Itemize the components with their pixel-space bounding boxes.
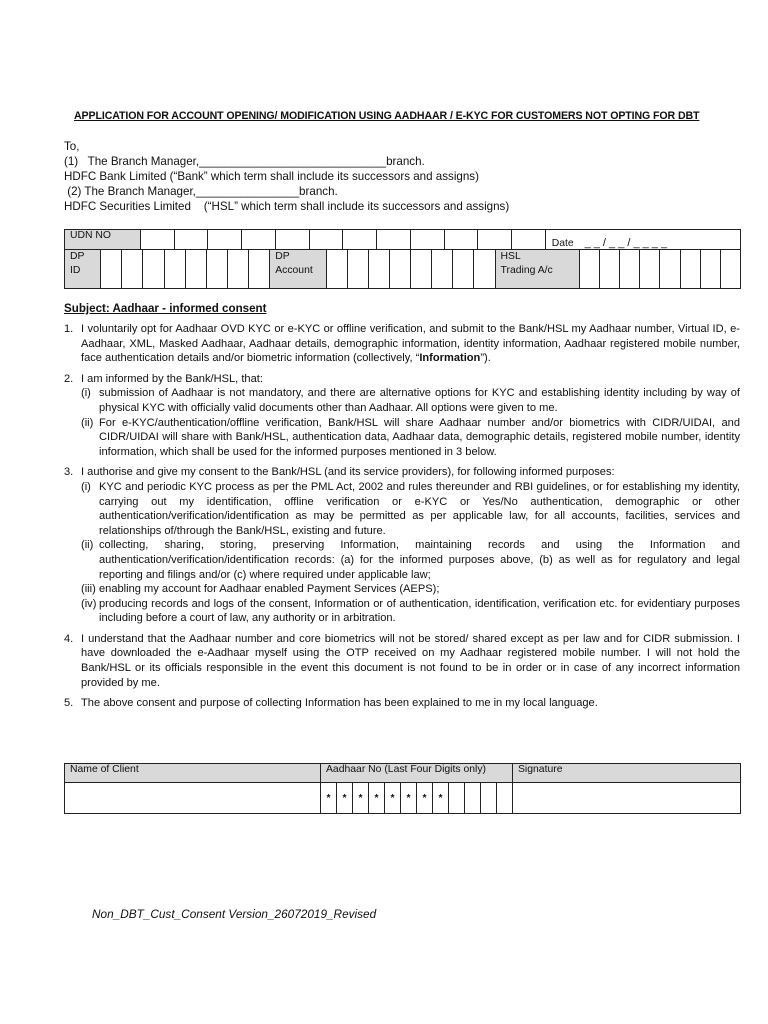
dp-id-box[interactable]	[122, 250, 143, 289]
clause-5	[64, 696, 740, 711]
clause-text: I am informed by the Bank/HSL, that:	[81, 372, 263, 385]
aadhaar-masked-digit: *	[369, 783, 385, 814]
dp-id-box[interactable]	[164, 250, 185, 289]
dp-id-label: DP ID	[65, 250, 101, 289]
udn-box[interactable]	[309, 230, 343, 250]
dp-account-box[interactable]	[368, 250, 389, 289]
clause-3-iv	[64, 597, 740, 626]
account-grid	[64, 249, 741, 289]
aadhaar-masked-digit: *	[337, 783, 353, 814]
dp-account-label: DP Account	[270, 250, 326, 289]
subclause-text: KYC and periodic KYC process as per the PML Act, 2002 and rules thereunder and RBI guidelines, or for establishing my identity, carrying out my identification, offline verification or e-KYC or Yes/No authentication, demographic or other authentication/verification/identification as may be permitted as per applicable law, for all accounts, facilities, services and relationships of/through the Bank/HSL, existing and future.	[99, 480, 740, 537]
subclause-number: (ii)	[81, 539, 94, 552]
subject-heading: Subject: Aadhaar - informed consent	[64, 302, 267, 315]
signature-field[interactable]	[513, 783, 741, 814]
hsl-box[interactable]	[660, 250, 680, 289]
address-line-hsl: HDFC Securities Limited (“HSL” which term shall include its successors and assigns)	[64, 200, 510, 213]
hsl-box[interactable]	[620, 250, 640, 289]
date-cell[interactable]	[545, 230, 740, 250]
clause-number: 5.	[64, 697, 74, 710]
clause-text: I understand that the Aadhaar number and core biometrics will not be stored/ shared except as per law and for CIDR submission. I have downloaded the e-Aadhaar myself using the OTP received on my Aadhaar registered mobile number. I will not hold the Bank/HSL or its officials responsible in the event this document is not found to be in order or in case of any incorrect information provided by me.	[81, 632, 740, 689]
client-signature-table	[64, 763, 741, 814]
udn-box[interactable]	[377, 230, 411, 250]
hsl-trading-label: HSL Trading A/c	[495, 250, 580, 289]
clause-1-text-bold: Information	[419, 352, 481, 365]
subclause-text: For e-KYC/authentication/offline verification, Bank/HSL will share Aadhaar number and/or biometrics with CIDR/UIDAI, and CIDR/UIDAI will share with Bank/HSL, authentication data, Aadhaar data, demographic details, registered mobile number, identity information, which shall be used for the informed purposes mentioned in 3 below.	[99, 416, 740, 458]
clause-3	[64, 465, 740, 626]
dp-account-box[interactable]	[411, 250, 432, 289]
udn-box[interactable]	[275, 230, 309, 250]
clause-1-text-a: I voluntarily opt for Aadhaar OVD KYC or e-KYC or offline verification, and submit to the Bank/HSL my Aadhaar number, Virtual ID, e-Aadhaar, XML, Masked Aadhaar, Aadhaar details, demographic information, identity information, Aadhaar registered mobile number, face authentication details and/or biometric information (collectively, “	[81, 323, 740, 365]
dp-account-box[interactable]	[326, 250, 347, 289]
udn-label: UDN NO	[65, 230, 141, 250]
dp-account-box[interactable]	[432, 250, 453, 289]
aadhaar-masked-digit: *	[401, 783, 417, 814]
clause-2	[64, 372, 740, 460]
udn-box[interactable]	[174, 230, 208, 250]
hsl-box[interactable]	[680, 250, 700, 289]
date-label: Date	[551, 238, 574, 249]
clause-number: 3.	[64, 466, 74, 479]
dp-id-box[interactable]	[185, 250, 206, 289]
consent-clauses	[64, 322, 740, 717]
udn-box[interactable]	[444, 230, 478, 250]
udn-box[interactable]	[343, 230, 377, 250]
aadhaar-digit-box[interactable]	[449, 783, 465, 814]
clause-1	[64, 322, 740, 366]
clause-number: 1.	[64, 323, 74, 335]
subclause-number: (iii)	[81, 583, 96, 596]
aadhaar-digit-box[interactable]	[481, 783, 497, 814]
dp-account-box[interactable]	[474, 250, 495, 289]
hsl-box[interactable]	[700, 250, 720, 289]
subclause-number: (ii)	[81, 416, 94, 429]
dp-account-box[interactable]	[453, 250, 474, 289]
clause-3-ii	[64, 538, 740, 582]
clause-text: The above consent and purpose of collecting Information has been explained to me in my local language.	[81, 697, 598, 710]
clause-number: 4.	[64, 632, 74, 645]
clause-2-i	[64, 386, 740, 415]
subclause-number: (i)	[81, 387, 91, 400]
subclause-number: (i)	[81, 480, 91, 493]
aadhaar-masked-digit: *	[353, 783, 369, 814]
aadhaar-masked-digit: *	[433, 783, 449, 814]
udn-box[interactable]	[410, 230, 444, 250]
hsl-box[interactable]	[580, 250, 600, 289]
clause-1-text-b: ”).	[480, 352, 491, 365]
subclause-number: (iv)	[81, 597, 97, 610]
clause-text	[81, 322, 740, 366]
dp-account-box[interactable]	[389, 250, 410, 289]
aadhaar-masked-digit: *	[321, 783, 337, 814]
aadhaar-digit-box[interactable]	[497, 783, 513, 814]
udn-box[interactable]	[242, 230, 276, 250]
hsl-box[interactable]	[640, 250, 660, 289]
address-line-bank-branch: (1) The Branch Manager,_____________________________branch.	[64, 155, 425, 168]
dp-id-box[interactable]	[143, 250, 164, 289]
subclause-text: enabling my account for Aadhaar enabled Payment Services (AEPS);	[99, 583, 440, 596]
address-block	[64, 139, 509, 214]
hsl-box[interactable]	[600, 250, 620, 289]
aadhaar-masked-digit: *	[385, 783, 401, 814]
udn-box[interactable]	[208, 230, 242, 250]
address-to: To,	[64, 140, 80, 153]
dp-id-box[interactable]	[206, 250, 227, 289]
clause-number: 2.	[64, 372, 74, 385]
dp-id-box[interactable]	[249, 250, 270, 289]
dp-account-box[interactable]	[347, 250, 368, 289]
name-of-client-field[interactable]	[65, 783, 321, 814]
aadhaar-digit-box[interactable]	[465, 783, 481, 814]
subclause-text: producing records and logs of the consent, Information or of authentication, identification, verification etc. for evidentiary purposes including before a court of law, any authority or in arbitration.	[99, 597, 740, 625]
clause-4	[64, 632, 740, 690]
form-title: APPLICATION FOR ACCOUNT OPENING/ MODIFICATION USING AADHAAR / E-KYC FOR CUSTOMERS NOT OPTING FOR DBT	[74, 110, 700, 122]
signature-label: Signature	[513, 764, 741, 783]
udn-box[interactable]	[478, 230, 512, 250]
date-value[interactable]: _ _ / _ _ / _ _ _ _	[584, 237, 668, 249]
udn-date-grid	[64, 229, 741, 250]
aadhaar-masked-digit: *	[417, 783, 433, 814]
udn-box[interactable]	[140, 230, 174, 250]
clause-3-iii	[64, 582, 740, 597]
address-line-bank: HDFC Bank Limited (“Bank” which term shall include its successors and assigns)	[64, 170, 479, 183]
clause-2-ii	[64, 416, 740, 460]
dp-id-box[interactable]	[101, 250, 122, 289]
name-of-client-label: Name of Client	[65, 764, 321, 783]
subclause-text: collecting, sharing, storing, preserving Information, maintaining records and using the Information and authentication/verification/identification records: (a) for the informed purposes above, (b) as well as for regulatory and legal reporting and filings and/or (c) where required under applicable law;	[99, 539, 740, 581]
clause-3-i	[64, 480, 740, 538]
dp-id-box[interactable]	[227, 250, 248, 289]
address-line-hsl-branch: (2) The Branch Manager,________________branch.	[64, 185, 338, 198]
aadhaar-label: Aadhaar No (Last Four Digits only)	[321, 764, 513, 783]
document-version-footer: Non_DBT_Cust_Consent Version_26072019_Revised	[92, 907, 377, 921]
clause-text: I authorise and give my consent to the Bank/HSL (and its service providers), for following informed purposes:	[81, 466, 615, 479]
hsl-box[interactable]	[720, 250, 740, 289]
udn-box[interactable]	[512, 230, 546, 250]
subclause-text: submission of Aadhaar is not mandatory, and there are alternative options for KYC and establishing identity including by way of physical KYC with officially valid documents other than Aadhaar. All options were given to me.	[99, 387, 740, 414]
